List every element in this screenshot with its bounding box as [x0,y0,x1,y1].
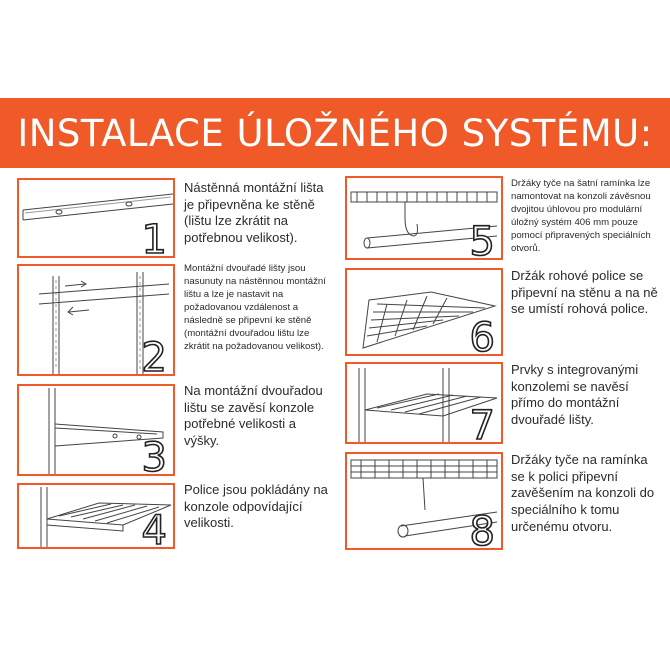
step-3-panel [17,384,175,476]
step-1-panel [17,178,175,258]
step-number: 3 [141,435,167,476]
step-5-panel [345,176,503,260]
step-7-text: Prvky s integrovanými konzolemi se navěsí přímo do montážní dvouřadé lišty. [511,362,639,427]
step-number: 7 [469,403,495,444]
step-number: 2 [141,335,167,376]
step-7-panel [345,362,503,444]
step-8-text: Držáky tyče na ramínka se k polici připevní zavěšením na konzoli do speciálního k tomu určenému otvoru. [511,452,655,534]
step-3-text: Na montážní dvouřadou lištu se zavěsí konzole potřebné velikosti a výšky. [184,383,323,448]
step-2-text: Montážní dvouřadé lišty jsou nasunuty na nástěnnou montážní lištu a lze je nastavit na požadovanou vzdálenost a následně se připevní ke stěně (montážní dvouřadou lištu lze zkrátit na požadovanou velikost). [184,263,326,352]
step-number: 6 [469,315,495,356]
step-4-panel [17,483,175,549]
step-number: 4 [141,508,167,549]
step-8-panel [345,452,503,550]
step-5-text: Držáky tyče na šatní ramínka lze namontovat na konzoli závěsnou dvojitou úhlovou pro modulární úložný systém 406 mm pouze pomocí připravených speciálních otvorů. [511,178,651,254]
step-number: 5 [469,219,495,260]
title-banner [0,98,670,168]
step-2-panel [17,264,175,376]
step-6-panel [345,268,503,356]
page-title: INSTALACE ÚLOŽNÉHO SYSTÉMU: [17,111,653,155]
step-number: 1 [141,217,167,258]
step-1-text: Nástěnná montážní lišta je připevněna ke stěně (lištu lze zkrátit na potřebnou velikost). [184,180,324,245]
step-number: 8 [469,509,495,550]
step-4-text: Police jsou pokládány na konzole odpovídající velikosti. [184,482,328,531]
step-6-text: Držák rohové police se připevní na stěnu a na ně se umístí rohová police. [511,268,658,317]
